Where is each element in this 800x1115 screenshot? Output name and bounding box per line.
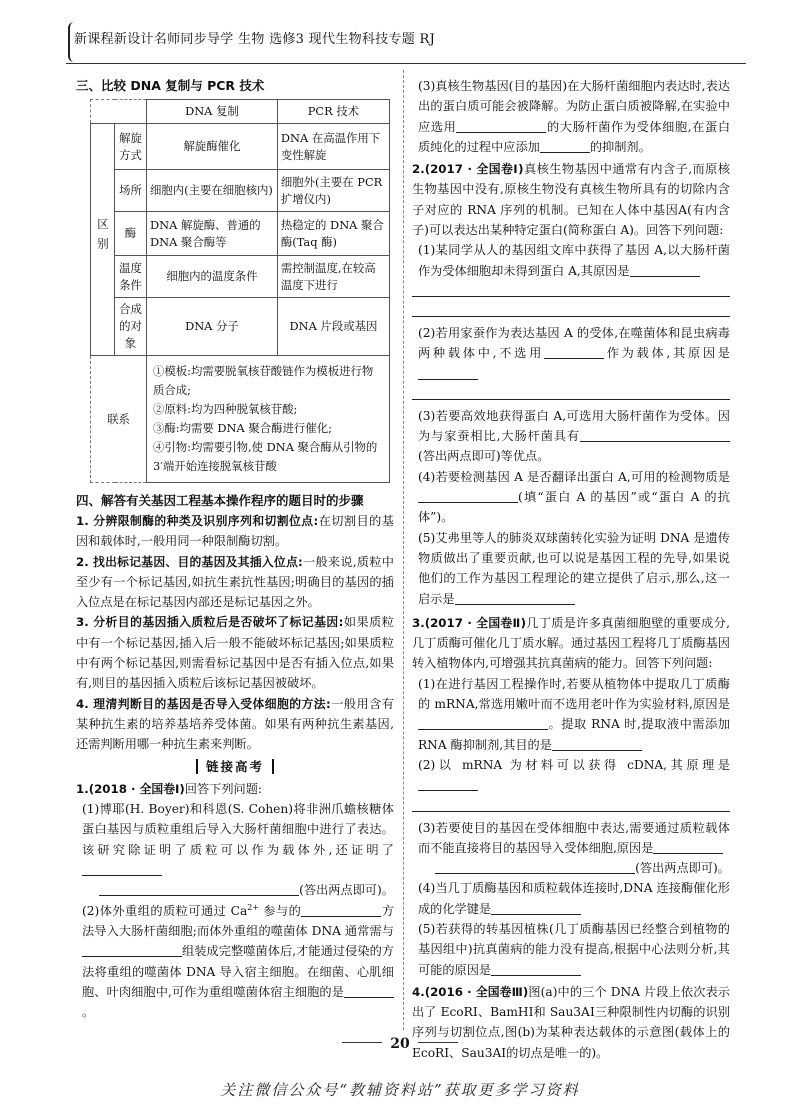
table-row [91, 170, 390, 212]
step-item: 4. 理清判断目的基因是否导入受体细胞的方法:一般用含有某种抗生素的培养基培养受体菌。如果有两种抗生素基因,还需判断用哪一种抗生素来判断。 [76, 696, 394, 752]
row-dna: DNA 分子 [147, 298, 278, 356]
step-item: 3. 分析目的基因插入质粒后是否破坏了标记基因:如果质粒中有一个标记基因,插入后一般不能破坏标记基因;如果质粒中有两个标记基因,则需看标记基因中是否有插入位点,如果有,则目的基因插入质粒后该标记基因被破坏。 [76, 615, 394, 691]
answer-blank[interactable] [82, 943, 182, 957]
link-item: ①模板:均需要脱氧核苷酸链作为模板进行物质合成; [153, 364, 374, 397]
table-row [91, 298, 390, 356]
answer-blank[interactable] [580, 428, 730, 442]
answer-blank[interactable] [301, 903, 381, 917]
q3-part5: (5)若获得的转基因植株(几丁质酶基因已经整合到植物的基因组中)抗真菌病的能力没有提高,根据中心法则分析,其可能的原因是 [418, 921, 730, 977]
q1-part1: (1)博耶(H. Boyer)和科恩(S. Cohen)将非洲爪蟾核糖体蛋白基因与质粒重组后导入大肠杆菌细胞中进行了表达。该研究除证明了质粒可以作为载体外,还证明了 [76, 799, 394, 880]
answer-line[interactable] [412, 301, 730, 317]
q2-part1: (1)某同学从人的基因组文库中获得了基因 A,以大肠杆菌作为受体细胞却未得到蛋白 A,其原因是 [418, 243, 730, 278]
q3-part2: (2)以 mRNA 为材料可以获得 cDNA,其原理是 [412, 755, 730, 796]
answer-blank[interactable] [491, 962, 581, 976]
group-label: 区别 [91, 124, 115, 356]
q1-part1-end: (答出两点即可)。 [76, 880, 394, 900]
answer-blank[interactable] [653, 840, 723, 854]
page-header: 新课程新设计名师同步导学 生物 选修3 现代生物科技专题 RJ [74, 32, 436, 47]
answer-blank[interactable] [540, 139, 590, 153]
header-rule [66, 63, 746, 64]
row-dna: 解旋酶催化 [147, 124, 278, 170]
row-pcr: DNA 片段或基因 [277, 298, 389, 356]
row-dna: DNA 解旋酶、普通的 DNA 聚合酶等 [147, 212, 278, 256]
table-row [91, 212, 390, 256]
answer-line[interactable] [412, 796, 730, 812]
table-row [91, 124, 390, 170]
q2-part3: (3)若要高效地获得蛋白 A,可选用大肠杆菌作为受体。因为与家蚕相比,大肠杆菌具有(答出两点即可)等优点。 [418, 408, 730, 464]
section3-title: 三、比较 DNA 复制与 PCR 技术 [76, 78, 265, 93]
q2-part2: (2)若用家蚕作为表达基因 A 的受体,在噬菌体和昆虫病毒两种载体中,不选用 作为载体,其原因是 [412, 323, 730, 384]
link-label: 联系 [91, 356, 147, 483]
answer-blank[interactable] [435, 860, 635, 874]
row-label: 解旋方式 [115, 124, 147, 170]
q2-part4: (4)若要检测基因 A 是否翻译出蛋白 A,可用的检测物质是(填“蛋白 A 的基因”或“蛋白 A 的抗体”)。 [418, 469, 730, 525]
answer-blank[interactable] [418, 777, 478, 791]
answer-blank[interactable] [418, 489, 518, 503]
question-3: 3.(2017 · 全国卷Ⅱ)几丁质是许多真菌细胞壁的重要成分,几丁质酶可催化几丁质水解。通过基因工程将几丁质酶基因转入植物体内,可增强其抗真菌病的能力。回答下列问题: [412, 615, 731, 671]
link-content [147, 356, 390, 483]
question-2: 2.(2017 · 全国卷Ⅰ)真核生物基因中通常有内含子,而原核生物基因中没有,原核生物没有真核生物所具有的切除内含子对应的 RNA 序列的机制。已知在人体中基因A(有内含子)可以表达出某种特定蛋白(简称蛋白 A)。回答下列问题: [412, 162, 731, 238]
row-pcr: 细胞外(主要在 PCR 扩增仪内) [277, 170, 389, 212]
q1-part3: (3)真核生物基因(目的基因)在大肠杆菌细胞内表达时,表达出的蛋白质可能会被降解。为防止蛋白质被降解,在实验中应选用 的大肠杆菌作为受体细胞,在蛋白质纯化的过程中应添加 的抑制剂。 [418, 79, 731, 154]
step-item: 1. 分辨限制酶的种类及识别序列和切割位点:在切割目的基因和载体时,一般用同一种限制酶切割。 [76, 514, 394, 549]
col-header-dna: DNA 复制 [147, 100, 278, 124]
table-corner [91, 100, 147, 124]
page-number: 20 [0, 1034, 800, 1054]
q3-part3: (3)若要使目的基因在受体细胞中表达,需要通过质粒载体而不能直接将目的基因导入受体细胞,原因是 [418, 820, 730, 855]
table-header-row [91, 100, 390, 124]
column-divider [403, 70, 404, 1030]
link-item: ②原料:均为四种脱氧核苷酸; [153, 402, 298, 416]
question-4: 4.(2016 · 全国卷Ⅲ)图(a)中的三个 DNA 片段上依次表示出了 EcoRⅠ、BamHⅠ和 Sau3AⅠ三种限制性内切酶的识别序列与切割位点,图(b)为某种表达载体的示意图(载体上的 EcoRⅠ、Sau3AⅠ的切点是唯一的)。 [412, 984, 730, 1060]
question-1: 1.(2018 · 全国卷Ⅰ)回答下列问题: [76, 781, 263, 796]
link-item: ④引物:均需要引物,使 DNA 聚合酶从引物的 3′端开始连接脱氧核苷酸 [153, 440, 378, 473]
answer-blank[interactable] [552, 737, 642, 751]
answer-blank[interactable] [456, 119, 546, 133]
right-column [412, 76, 730, 1063]
answer-line[interactable] [412, 384, 730, 400]
row-dna: 细胞内(主要在细胞核内) [147, 170, 278, 212]
left-column [76, 76, 394, 1022]
answer-blank[interactable] [344, 984, 394, 998]
q2-part5: (5)艾弗里等人的肺炎双球菌转化实验为证明 DNA 是遗传物质做出了重要贡献,也可以说是基因工程的先导,如果说他们的工作为基因工程理论的建立提供了启示,那么,这一启示是 [418, 530, 730, 606]
section4-title: 四、解答有关基因工程基本操作程序的题目时的步骤 [76, 493, 364, 508]
row-label: 合成的对象 [115, 298, 147, 356]
row-dna: 细胞内的温度条件 [147, 256, 278, 298]
q3-part3-end: (答出两点即可)。 [412, 858, 730, 878]
row-pcr: DNA 在高温作用下变性解旋 [277, 124, 389, 170]
footer-note: 关注微信公众号“教辅资料站”获取更多学习资料 [220, 1081, 580, 1099]
row-pcr: 需控制温度,在较高温度下进行 [277, 256, 389, 298]
answer-blank[interactable] [455, 591, 575, 605]
q3-part1: (1)在进行基因工程操作时,若要从植物体中提取几丁质酶的 mRNA,常选用嫩叶而不选用老叶作为实验材料,原因是。提取 RNA 时,提取液中需添加 RNA 酶抑制剂,其目的是 [418, 676, 730, 752]
answer-blank[interactable] [630, 263, 700, 277]
answer-blank[interactable] [491, 901, 581, 915]
link-item: ③酶:均需要 DNA 聚合酶进行催化; [153, 421, 332, 435]
col-header-pcr: PCR 技术 [277, 100, 389, 124]
q1-part2: (2)体外重组的质粒可通过 $Ca^{2+}$ 参与的 方法导入大肠杆菌细胞;而体外重组的噬菌体 DNA 通常需与组装成完整噬菌体后,才能通过侵染的方法将重组的噬菌体 DNA 导入宿主细胞。在细菌、心肌细胞、叶肉细胞中,可作为重组噬菌体宿主细胞的是。 [82, 902, 394, 1020]
answer-blank[interactable] [82, 862, 162, 876]
answer-blank[interactable] [418, 366, 478, 380]
row-label: 温度条件 [115, 256, 147, 298]
link-exam-tag: 链接高考 [76, 757, 394, 777]
answer-blank[interactable] [99, 882, 299, 896]
step-item: 2. 找出标记基因、目的基因及其插入位点:一般来说,质粒中至少有一个标记基因,如抗生素抗性基因;明确目的基因的插入位点是在标记基因内部还是标记基因之外。 [76, 554, 394, 610]
table-link-row [91, 356, 390, 483]
row-label: 酶 [115, 212, 147, 256]
comparison-table [90, 99, 390, 483]
answer-blank[interactable] [544, 345, 604, 359]
row-pcr: 热稳定的 DNA 聚合酶(Taq 酶) [277, 212, 389, 256]
table-row [91, 256, 390, 298]
answer-blank[interactable] [418, 716, 548, 730]
row-label: 场所 [115, 170, 147, 212]
answer-line[interactable] [412, 281, 730, 297]
q3-part4: (4)当几丁质酶基因和质粒载体连接时,DNA 连接酶催化形成的化学键是 [418, 881, 730, 916]
